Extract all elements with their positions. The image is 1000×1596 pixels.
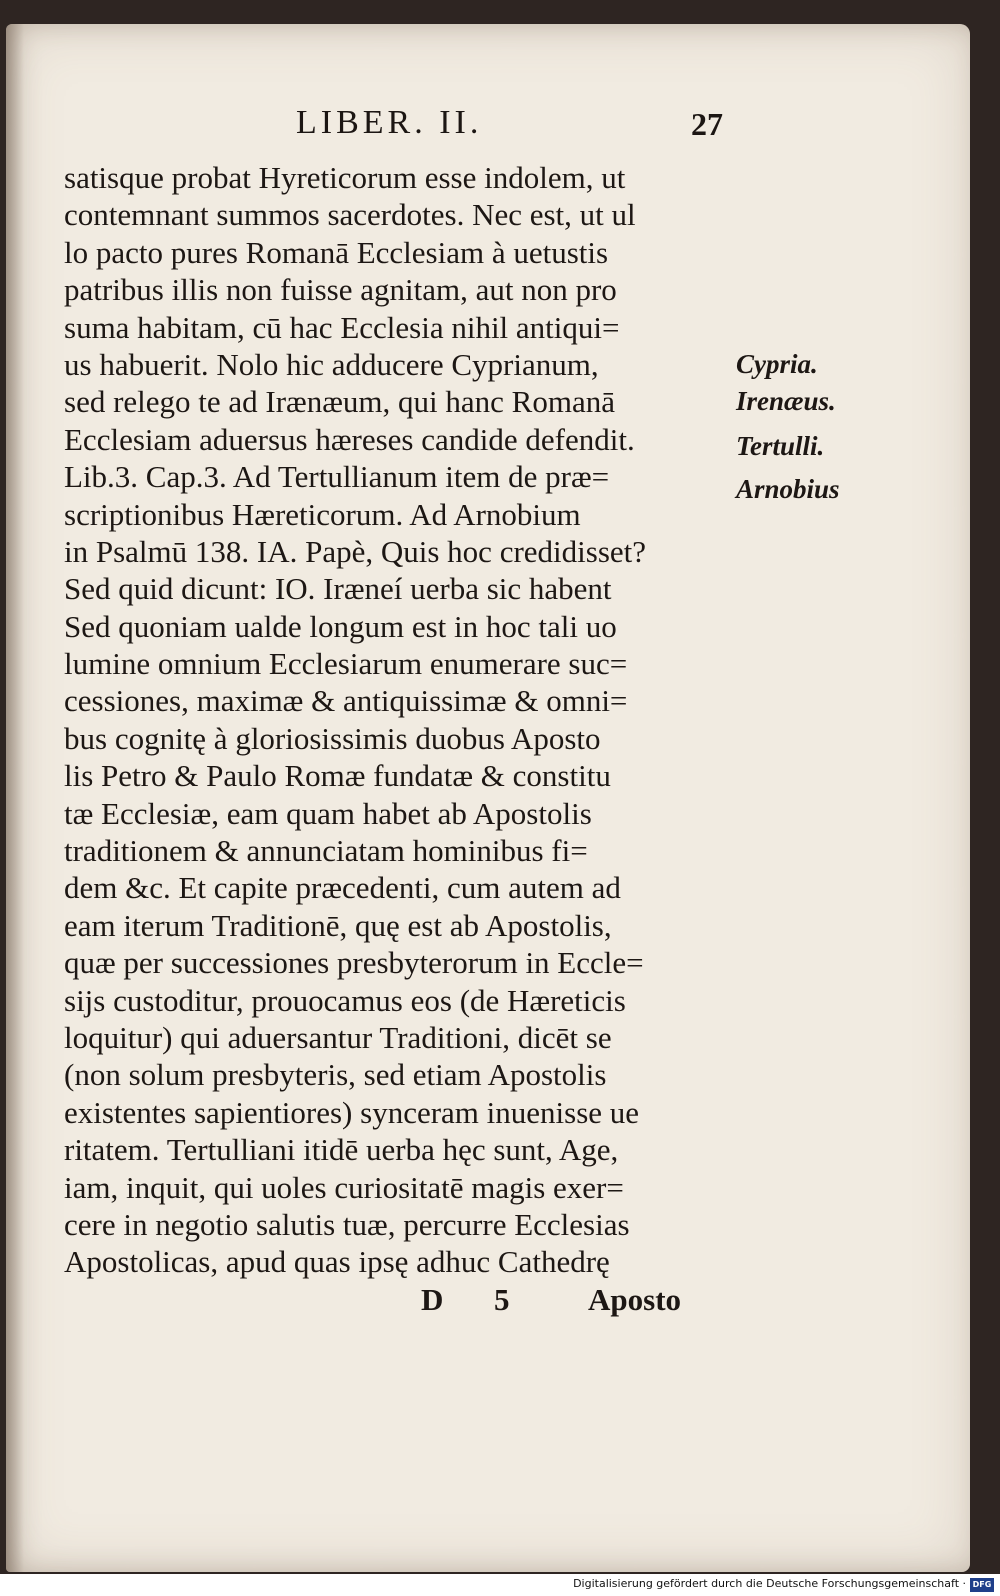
- text-line: quæ per successiones presbyterorum in Eccle=: [64, 945, 644, 981]
- text-line: cere in negotio salutis tuæ, percurre Ecclesias: [64, 1206, 630, 1242]
- running-head-title: LIBER. II.: [296, 104, 483, 141]
- text-line: lis Petro & Paulo Romæ fundatæ & constitu: [64, 758, 611, 794]
- text-line: satisque probat Hyreticorum esse indolem, ut: [64, 160, 626, 195]
- text-line: (non solum presbyteris, sed etiam Apostolis: [64, 1057, 607, 1093]
- text-line: bus cognitę à gloriosissimis duobus Aposto: [64, 720, 601, 756]
- text-line: existentes sapientiores) synceram inuenisse ue: [64, 1094, 640, 1130]
- text-line: iam, inquit, qui uoles curiositatē magis exer=: [64, 1169, 624, 1205]
- marginal-note-tertullian: Tertulli.: [736, 431, 825, 461]
- catchword: Aposto: [588, 1282, 682, 1317]
- text-line: Sed quoniam ualde longum est in hoc tali uo: [64, 608, 617, 644]
- text-line: tæ Ecclesiæ, eam quam habet ab Apostolis: [64, 795, 592, 831]
- text-line: contemnant summos sacerdotes. Nec est, ut ul: [64, 197, 636, 233]
- text-line: eam iterum Traditionē, quę est ab Apostolis,: [64, 907, 612, 943]
- text-line: dem &c. Et capite præcedenti, cum autem ad: [64, 870, 621, 906]
- text-line: suma habitam, cū hac Ecclesia nihil antiqui=: [64, 309, 620, 345]
- text-line: scriptionibus Hæreticorum. Ad Arnobium: [64, 496, 581, 532]
- dfg-logo: DFG: [970, 1578, 994, 1592]
- text-line: Sed quid dicunt: IO. Iræneí uerba sic habent: [64, 571, 612, 607]
- text-line: lo pacto pures Romanā Ecclesiam à uetustis: [64, 234, 609, 270]
- text-line: traditionem & annunciatam hominibus fi=: [64, 833, 588, 869]
- marginal-note-arnobius: Arnobius: [736, 474, 840, 504]
- marginal-note-cyprian: Cypria.: [736, 349, 818, 379]
- running-head: [6, 104, 970, 154]
- text-line: lumine omnium Ecclesiarum enumerare suc=: [64, 646, 628, 682]
- text-line: Ecclesiam aduersus hæreses candide defendit.: [64, 421, 635, 457]
- text-line: Lib.3. Cap.3. Ad Tertullianum item de præ=: [64, 459, 610, 495]
- text-line: us habuerit. Nolo hic adducere Cyprianum,: [64, 346, 599, 382]
- text-line: in Psalmū 138. IA. Papè, Quis hoc credidisset?: [64, 533, 647, 569]
- text-line: cessiones, maximæ & antiquissimæ & omni=: [64, 683, 628, 719]
- text-line: ritatem. Tertulliani itidē uerba hęc sunt, Age,: [64, 1132, 619, 1168]
- body-text: [64, 159, 744, 1281]
- signature-number: 5: [494, 1282, 510, 1317]
- text-line: sed relego te ad Irænæum, qui hanc Romanā: [64, 384, 615, 420]
- book-page: [6, 24, 970, 1572]
- signature-mark: D: [421, 1282, 444, 1317]
- funding-credit: Digitalisierung gefördert durch die Deutsche Forschungsgemeinschaft ·: [573, 1577, 966, 1590]
- text-line: loquitur) qui aduersantur Traditioni, dicēt se: [64, 1019, 612, 1055]
- digitization-footer: [0, 1574, 1000, 1596]
- catchline: [6, 1282, 970, 1322]
- marginal-note-irenaeus: Irenæus.: [736, 386, 836, 416]
- folio-number: 27: [691, 106, 723, 142]
- text-line: Apostolicas, apud quas ipsę adhuc Cathedrę: [64, 1244, 610, 1280]
- text-line: patribus illis non fuisse agnitam, aut non pro: [64, 272, 617, 308]
- text-line: sijs custoditur, prouocamus eos (de Hæreticis: [64, 982, 626, 1018]
